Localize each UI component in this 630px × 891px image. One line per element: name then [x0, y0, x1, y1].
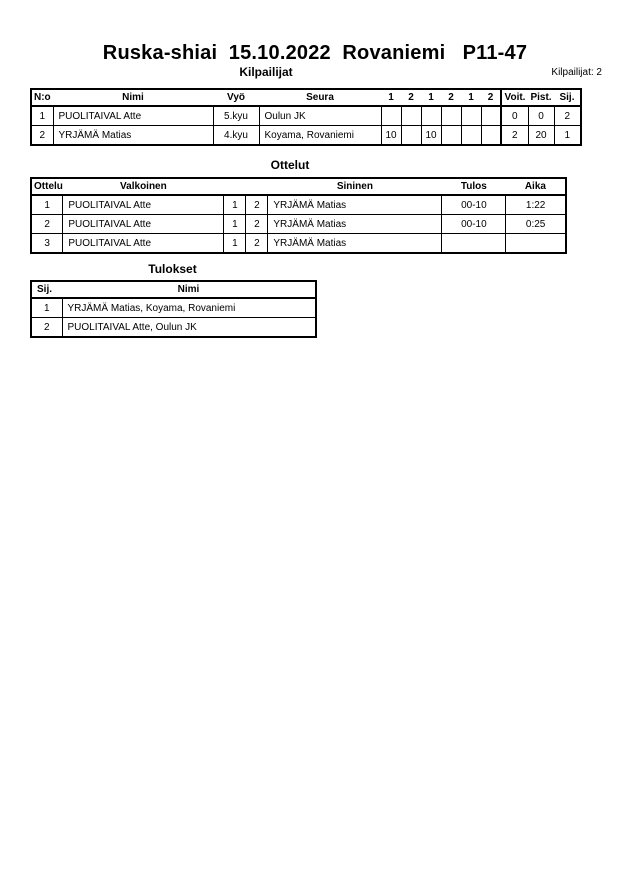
competitors-header-name: Nimi	[53, 89, 213, 106]
matches-header-white: Valkoinen	[63, 178, 224, 195]
match-blue-name: YRJÄMÄ Matias	[268, 234, 442, 254]
matches-header-result: Tulos	[442, 178, 506, 195]
matches-table	[30, 177, 567, 254]
results-table	[30, 280, 317, 338]
competitor-no: 2	[31, 126, 53, 146]
competitor-club: Oulun JK	[259, 106, 381, 126]
round-score-cell: 10	[421, 126, 441, 146]
match-time	[506, 234, 566, 254]
competitors-header-wins: Voit.	[501, 89, 528, 106]
round-score-cell	[481, 126, 501, 146]
match-blue-name: YRJÄMÄ Matias	[268, 195, 442, 215]
match-blue-no: 2	[246, 215, 268, 234]
competitor-belt: 5.kyu	[213, 106, 259, 126]
results-header-name: Nimi	[62, 281, 316, 298]
competitor-club: Koyama, Rovaniemi	[259, 126, 381, 146]
competitors-header-belt: Vyö	[213, 89, 259, 106]
matches-header-spacer	[246, 178, 268, 195]
round-score-cell	[481, 106, 501, 126]
competitors-header-round: 1	[381, 89, 401, 106]
match-no: 2	[31, 215, 63, 234]
competitors-header-place: Sij.	[554, 89, 581, 106]
result-row	[31, 318, 316, 338]
match-blue-no: 2	[246, 234, 268, 254]
competitors-header-row	[31, 89, 581, 106]
competitors-header-no: N:o	[31, 89, 53, 106]
match-blue-name: YRJÄMÄ Matias	[268, 215, 442, 234]
round-score-cell	[381, 106, 401, 126]
matches-section-title: Ottelut	[270, 158, 310, 172]
matches-header-match: Ottelu	[31, 178, 63, 195]
matches-header-spacer	[224, 178, 246, 195]
competitor-no: 1	[31, 106, 53, 126]
competitors-header-points: Pist.	[528, 89, 554, 106]
competitor-points: 20	[528, 126, 554, 146]
competitors-header-round: 1	[461, 89, 481, 106]
round-score-cell	[441, 106, 461, 126]
results-header-place: Sij.	[31, 281, 62, 298]
competitors-section-title: Kilpailijat	[239, 65, 293, 79]
match-row	[31, 195, 566, 215]
match-result: 00-10	[442, 215, 506, 234]
result-row	[31, 298, 316, 318]
matches-header-row	[31, 178, 566, 195]
competitor-row	[31, 126, 581, 146]
match-time: 1:22	[506, 195, 566, 215]
competitor-place: 2	[554, 106, 581, 126]
match-row	[31, 215, 566, 234]
round-score-cell	[441, 126, 461, 146]
matches-header-time: Aika	[506, 178, 566, 195]
competitor-count-label: Kilpailijat: 2	[551, 67, 602, 78]
result-name: PUOLITAIVAL Atte, Oulun JK	[62, 318, 316, 338]
competitor-wins: 2	[501, 126, 528, 146]
competitor-name: YRJÄMÄ Matias	[53, 126, 213, 146]
match-white-no: 1	[224, 234, 246, 254]
round-score-cell	[401, 106, 421, 126]
page-title: Ruska-shiai 15.10.2022 Rovaniemi P11-47	[102, 42, 528, 64]
match-white-name: PUOLITAIVAL Atte	[63, 195, 224, 215]
competitor-row	[31, 106, 581, 126]
results-header-row	[31, 281, 316, 298]
results-section-title: Tulokset	[148, 262, 197, 276]
competitor-name: PUOLITAIVAL Atte	[53, 106, 213, 126]
competitors-header-round: 2	[441, 89, 461, 106]
match-white-no: 1	[224, 215, 246, 234]
round-score-cell	[461, 106, 481, 126]
result-name: YRJÄMÄ Matias, Koyama, Rovaniemi	[62, 298, 316, 318]
round-score-cell: 10	[381, 126, 401, 146]
competitor-place: 1	[554, 126, 581, 146]
match-white-no: 1	[224, 195, 246, 215]
competitors-header-round: 2	[481, 89, 501, 106]
match-time: 0:25	[506, 215, 566, 234]
competitors-header-round: 2	[401, 89, 421, 106]
competitors-header-club: Seura	[259, 89, 381, 106]
result-place: 1	[31, 298, 62, 318]
match-no: 3	[31, 234, 63, 254]
match-no: 1	[31, 195, 63, 215]
competitor-points: 0	[528, 106, 554, 126]
competitors-table	[30, 88, 582, 146]
match-result: 00-10	[442, 195, 506, 215]
competitor-wins: 0	[501, 106, 528, 126]
round-score-cell	[461, 126, 481, 146]
match-result	[442, 234, 506, 254]
match-white-name: PUOLITAIVAL Atte	[63, 234, 224, 254]
match-row	[31, 234, 566, 254]
competitors-header-round: 1	[421, 89, 441, 106]
competitor-belt: 4.kyu	[213, 126, 259, 146]
matches-header-blue: Sininen	[268, 178, 442, 195]
match-white-name: PUOLITAIVAL Atte	[63, 215, 224, 234]
match-blue-no: 2	[246, 195, 268, 215]
round-score-cell	[421, 106, 441, 126]
round-score-cell	[401, 126, 421, 146]
result-place: 2	[31, 318, 62, 338]
